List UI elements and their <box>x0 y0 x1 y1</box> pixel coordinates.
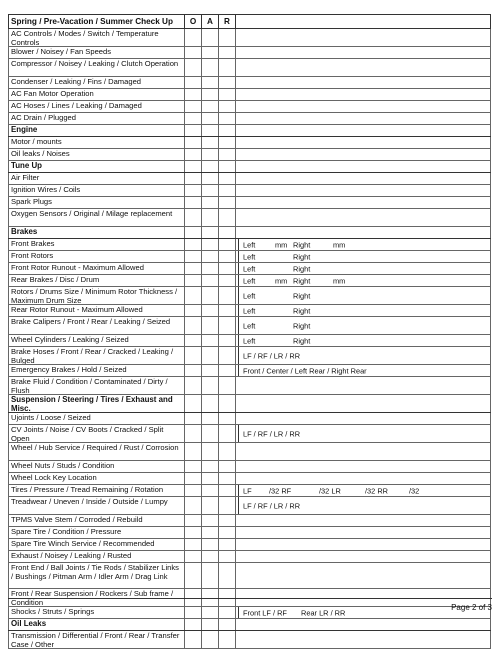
notes-cell[interactable] <box>235 287 491 304</box>
notes-cell[interactable] <box>235 275 491 286</box>
notes-cell[interactable] <box>235 563 491 588</box>
note-rr: /32 RR <box>365 486 389 495</box>
note-right: Right <box>293 240 311 249</box>
table-row <box>8 607 491 619</box>
check-cell-r[interactable] <box>218 47 235 58</box>
notes-cell[interactable] <box>235 305 491 316</box>
check-cell-a[interactable] <box>201 461 218 472</box>
table-row <box>8 113 491 125</box>
check-cell-r[interactable] <box>218 239 235 250</box>
notes-cell[interactable] <box>235 137 491 148</box>
check-cell-o[interactable] <box>184 137 201 148</box>
notes-cell[interactable] <box>235 515 491 526</box>
check-cell-a[interactable] <box>201 113 218 124</box>
check-cell-r[interactable] <box>218 607 235 618</box>
table-row <box>8 185 491 197</box>
check-cell-a[interactable] <box>201 497 218 514</box>
check-cell-r[interactable] <box>218 275 235 286</box>
note-rf: /32 RF <box>269 486 292 495</box>
notes-cell[interactable] <box>235 365 491 376</box>
check-cell-r[interactable] <box>218 137 235 148</box>
table-header <box>8 14 491 29</box>
notes-cell[interactable] <box>235 425 491 442</box>
check-cell-o[interactable] <box>184 497 201 514</box>
check-cell-o[interactable] <box>184 239 201 250</box>
item-label: Front / Rear Suspension / Rockers / Sub frame / Condition <box>8 589 184 606</box>
check-cell-r[interactable] <box>218 563 235 588</box>
header-col-r: R <box>218 15 235 28</box>
check-cell-r[interactable] <box>218 365 235 376</box>
notes-cell[interactable] <box>235 47 491 58</box>
note-emergency-positions: Front / Center / Left Rear / Right Rear <box>243 366 367 375</box>
check-cell-a[interactable] <box>201 125 218 136</box>
notes-cell[interactable] <box>235 197 491 208</box>
table-row <box>8 173 491 185</box>
table-row <box>8 275 491 287</box>
notes-cell[interactable] <box>235 251 491 262</box>
check-cell-o[interactable] <box>184 77 201 88</box>
item-label: Compressor / Noisey / Leaking / Clutch Operation <box>8 59 184 76</box>
check-cell-o[interactable] <box>184 377 201 394</box>
item-label: Brake Hoses / Front / Rear / Cracked / Leaking / Bulged <box>8 347 184 364</box>
check-cell-r[interactable] <box>218 185 235 196</box>
check-cell-a[interactable] <box>201 377 218 394</box>
check-cell-o[interactable] <box>184 305 201 316</box>
check-cell-r[interactable] <box>218 113 235 124</box>
item-label: Front End / Ball Joints / Tie Rods / Stabilizer Links / Bushings / Pitman Arm / Idler Arm / Drag Link <box>8 563 184 588</box>
notes-cell[interactable] <box>235 473 491 484</box>
notes-cell[interactable] <box>235 317 491 334</box>
item-label: AC Drain / Plugged <box>8 113 184 124</box>
table-row <box>8 149 491 161</box>
table-row <box>8 377 491 395</box>
table-row <box>8 263 491 275</box>
note-left: Left <box>243 291 256 300</box>
check-cell-o[interactable] <box>184 185 201 196</box>
check-cell-o[interactable] <box>184 461 201 472</box>
item-label: Air Filter <box>8 173 184 184</box>
notes-cell[interactable] <box>235 539 491 550</box>
check-cell-a[interactable] <box>201 251 218 262</box>
check-cell-o[interactable] <box>184 563 201 588</box>
check-cell-o[interactable] <box>184 631 201 648</box>
note-positions: LF / RF / LR / RR <box>243 429 301 438</box>
check-cell-o[interactable] <box>184 485 201 496</box>
check-cell-o[interactable] <box>184 227 201 238</box>
item-label: Oxygen Sensors / Original / Milage replacement <box>8 209 184 226</box>
check-cell-a[interactable] <box>201 395 218 412</box>
note-right: Right <box>293 291 311 300</box>
notes-cell[interactable] <box>235 551 491 562</box>
check-cell-a[interactable] <box>201 607 218 618</box>
section-label: Suspension / Steering / Tires / Exhaust and Misc. <box>8 395 184 412</box>
item-label: Rear Brakes / Disc / Drum <box>8 275 184 286</box>
notes-cell[interactable] <box>235 77 491 88</box>
note-right: Right <box>293 336 311 345</box>
note-right: Right <box>293 321 311 330</box>
check-cell-a[interactable] <box>201 365 218 376</box>
check-cell-o[interactable] <box>184 251 201 262</box>
item-label: Treadwear / Uneven / Inside / Outside / Lumpy <box>8 497 184 514</box>
check-cell-o[interactable] <box>184 473 201 484</box>
check-cell-r[interactable] <box>218 77 235 88</box>
check-cell-o[interactable] <box>184 527 201 538</box>
check-cell-o[interactable] <box>184 113 201 124</box>
section-row <box>8 125 491 137</box>
note-left: Left <box>243 264 256 273</box>
check-cell-o[interactable] <box>184 347 201 364</box>
check-cell-o[interactable] <box>184 413 201 424</box>
item-label: Spare Tire / Condition / Pressure <box>8 527 184 538</box>
check-cell-o[interactable] <box>184 443 201 460</box>
section-label: Brakes <box>8 227 184 238</box>
check-cell-r[interactable] <box>218 473 235 484</box>
note-left: Left <box>243 336 256 345</box>
check-cell-a[interactable] <box>201 563 218 588</box>
check-cell-r[interactable] <box>218 305 235 316</box>
footer-divider <box>8 598 492 599</box>
table-row <box>8 137 491 149</box>
header-notes <box>235 15 491 28</box>
page-number: Page 2 of 3 <box>451 603 492 612</box>
note-mm: mm <box>333 240 346 249</box>
header-col-a: A <box>201 15 218 28</box>
checkup-sheet <box>8 14 491 649</box>
check-cell-o[interactable] <box>184 287 201 304</box>
notes-cell[interactable] <box>235 89 491 100</box>
check-cell-a[interactable] <box>201 185 218 196</box>
table-row <box>8 239 491 251</box>
notes-cell[interactable] <box>235 101 491 112</box>
item-label: AC Hoses / Lines / Leaking / Damaged <box>8 101 184 112</box>
section-row <box>8 619 491 631</box>
check-cell-r[interactable] <box>218 443 235 460</box>
item-label: Front Brakes <box>8 239 184 250</box>
table-row <box>8 59 491 77</box>
table-row <box>8 413 491 425</box>
note-lr: /32 LR <box>319 486 341 495</box>
section-label: Oil Leaks <box>8 619 184 630</box>
item-label: Transmission / Differential / Front / Rear / Transfer Case / Other <box>8 631 184 648</box>
check-cell-a[interactable] <box>201 227 218 238</box>
check-cell-r[interactable] <box>218 515 235 526</box>
check-cell-r[interactable] <box>218 619 235 630</box>
check-cell-o[interactable] <box>184 125 201 136</box>
table-row <box>8 425 491 443</box>
notes-cell[interactable] <box>235 395 491 412</box>
check-cell-r[interactable] <box>218 89 235 100</box>
item-label: Motor / mounts <box>8 137 184 148</box>
check-cell-o[interactable] <box>184 149 201 160</box>
item-label: Ujoints / Loose / Seized <box>8 413 184 424</box>
check-cell-a[interactable] <box>201 515 218 526</box>
check-cell-a[interactable] <box>201 287 218 304</box>
check-cell-o[interactable] <box>184 29 201 46</box>
check-cell-r[interactable] <box>218 317 235 334</box>
check-cell-a[interactable] <box>201 101 218 112</box>
table-row <box>8 631 491 649</box>
table-row <box>8 347 491 365</box>
item-label: Rotors / Drums Size / Minimum Rotor Thickness / Maximum Drum Size <box>8 287 184 304</box>
check-cell-o[interactable] <box>184 59 201 76</box>
check-cell-r[interactable] <box>218 551 235 562</box>
note-left: Left <box>243 306 256 315</box>
check-cell-r[interactable] <box>218 209 235 226</box>
check-cell-a[interactable] <box>201 263 218 274</box>
check-cell-o[interactable] <box>184 275 201 286</box>
note-front: Front LF / RF <box>243 608 287 617</box>
item-label: Wheel Cylinders / Leaking / Seized <box>8 335 184 346</box>
notes-cell[interactable] <box>235 497 491 514</box>
item-label: Exhaust / Noisey / Leaking / Rusted <box>8 551 184 562</box>
notes-cell[interactable] <box>235 149 491 160</box>
check-cell-a[interactable] <box>201 137 218 148</box>
check-cell-r[interactable] <box>218 173 235 184</box>
check-cell-a[interactable] <box>201 161 218 172</box>
section-row <box>8 395 491 413</box>
check-cell-r[interactable] <box>218 539 235 550</box>
notes-cell[interactable] <box>235 185 491 196</box>
check-cell-o[interactable] <box>184 551 201 562</box>
check-cell-a[interactable] <box>201 539 218 550</box>
note-positions: LF / RF / LR / RR <box>243 501 301 510</box>
notes-cell[interactable] <box>235 161 491 172</box>
check-cell-a[interactable] <box>201 89 218 100</box>
check-cell-a[interactable] <box>201 77 218 88</box>
table-row <box>8 77 491 89</box>
table-row <box>8 197 491 209</box>
notes-cell[interactable] <box>235 443 491 460</box>
item-label: Wheel Lock Key Location <box>8 473 184 484</box>
check-cell-r[interactable] <box>218 161 235 172</box>
check-cell-r[interactable] <box>218 631 235 648</box>
notes-cell[interactable] <box>235 227 491 238</box>
check-cell-r[interactable] <box>218 395 235 412</box>
check-cell-a[interactable] <box>201 149 218 160</box>
item-label: Spark Plugs <box>8 197 184 208</box>
note-right: Right <box>293 252 311 261</box>
check-cell-a[interactable] <box>201 425 218 442</box>
table-row <box>8 47 491 59</box>
check-cell-r[interactable] <box>218 287 235 304</box>
check-cell-r[interactable] <box>218 335 235 346</box>
note-lf: LF <box>243 486 252 495</box>
check-cell-r[interactable] <box>218 461 235 472</box>
check-cell-a[interactable] <box>201 631 218 648</box>
header-col-o: O <box>184 15 201 28</box>
check-cell-a[interactable] <box>201 551 218 562</box>
item-label: Blower / Noisey / Fan Speeds <box>8 47 184 58</box>
table-row <box>8 551 491 563</box>
note-rear: Rear LR / RR <box>301 608 346 617</box>
check-cell-a[interactable] <box>201 197 218 208</box>
table-row <box>8 461 491 473</box>
item-label: CV Joints / Noise / CV Boots / Cracked / Split Open <box>8 425 184 442</box>
note-left: Left <box>243 240 256 249</box>
notes-cell[interactable] <box>235 239 491 250</box>
check-cell-a[interactable] <box>201 47 218 58</box>
check-cell-o[interactable] <box>184 101 201 112</box>
item-label: Front Rotors <box>8 251 184 262</box>
check-cell-a[interactable] <box>201 527 218 538</box>
notes-cell[interactable] <box>235 209 491 226</box>
table-row <box>8 305 491 317</box>
item-label: AC Fan Motor Operation <box>8 89 184 100</box>
item-label: Rear Rotor Runout - Maximum Allowed <box>8 305 184 316</box>
check-cell-o[interactable] <box>184 425 201 442</box>
check-cell-r[interactable] <box>218 527 235 538</box>
table-row <box>8 539 491 551</box>
check-cell-o[interactable] <box>184 89 201 100</box>
check-cell-r[interactable] <box>218 59 235 76</box>
notes-cell[interactable] <box>235 461 491 472</box>
check-cell-a[interactable] <box>201 275 218 286</box>
table-row <box>8 209 491 227</box>
note-mm: mm <box>333 276 346 285</box>
check-cell-r[interactable] <box>218 227 235 238</box>
check-cell-r[interactable] <box>218 425 235 442</box>
item-label: Wheel / Hub Service / Required / Rust / Corrosion <box>8 443 184 460</box>
table-row <box>8 287 491 305</box>
table-row <box>8 527 491 539</box>
table-row <box>8 29 491 47</box>
table-row <box>8 485 491 497</box>
notes-cell[interactable] <box>235 631 491 648</box>
check-cell-a[interactable] <box>201 443 218 460</box>
notes-cell[interactable] <box>235 377 491 394</box>
check-cell-o[interactable] <box>184 365 201 376</box>
check-cell-r[interactable] <box>218 125 235 136</box>
table-row <box>8 317 491 335</box>
check-cell-o[interactable] <box>184 335 201 346</box>
notes-cell[interactable] <box>235 619 491 630</box>
check-cell-o[interactable] <box>184 197 201 208</box>
item-label: Shocks / Struts / Springs <box>8 607 184 618</box>
check-cell-a[interactable] <box>201 473 218 484</box>
check-cell-r[interactable] <box>218 251 235 262</box>
check-cell-r[interactable] <box>218 485 235 496</box>
table-row <box>8 89 491 101</box>
section-label: Tune Up <box>8 161 184 172</box>
item-label: AC Controls / Modes / Switch / Temperature Controls <box>8 29 184 46</box>
check-cell-o[interactable] <box>184 539 201 550</box>
check-cell-o[interactable] <box>184 173 201 184</box>
item-label: Brake Fluid / Condition / Contaminated / Dirty / Flush <box>8 377 184 394</box>
check-cell-a[interactable] <box>201 29 218 46</box>
check-cell-a[interactable] <box>201 317 218 334</box>
notes-cell[interactable] <box>235 263 491 274</box>
note-left: Left <box>243 321 256 330</box>
check-cell-r[interactable] <box>218 497 235 514</box>
table-row <box>8 101 491 113</box>
check-cell-r[interactable] <box>218 149 235 160</box>
check-cell-a[interactable] <box>201 305 218 316</box>
check-cell-o[interactable] <box>184 395 201 412</box>
section-row <box>8 227 491 239</box>
check-cell-r[interactable] <box>218 263 235 274</box>
note-32: /32 <box>409 486 420 495</box>
check-cell-a[interactable] <box>201 413 218 424</box>
notes-cell[interactable] <box>235 347 491 364</box>
note-mm: mm <box>275 276 288 285</box>
note-mm: mm <box>275 240 288 249</box>
notes-cell[interactable] <box>235 173 491 184</box>
check-cell-a[interactable] <box>201 209 218 226</box>
notes-cell[interactable] <box>235 335 491 346</box>
notes-cell[interactable] <box>235 485 491 496</box>
note-right: Right <box>293 276 311 285</box>
table-row <box>8 251 491 263</box>
check-cell-o[interactable] <box>184 161 201 172</box>
item-label: TPMS Valve Stem / Corroded / Rebuild <box>8 515 184 526</box>
check-cell-r[interactable] <box>218 347 235 364</box>
item-label: Oil leaks / Noises <box>8 149 184 160</box>
item-label: Front Rotor Runout - Maximum Allowed <box>8 263 184 274</box>
check-cell-r[interactable] <box>218 101 235 112</box>
item-label: Spare Tire Winch Service / Recommended <box>8 539 184 550</box>
table-row <box>8 335 491 347</box>
check-cell-r[interactable] <box>218 377 235 394</box>
item-label: Ignition Wires / Coils <box>8 185 184 196</box>
table-row <box>8 365 491 377</box>
table-row <box>8 473 491 485</box>
table-row <box>8 515 491 527</box>
check-cell-a[interactable] <box>201 59 218 76</box>
item-label: Brake Calipers / Front / Rear / Leaking / Seized <box>8 317 184 334</box>
item-label: Wheel Nuts / Studs / Condition <box>8 461 184 472</box>
item-label: Condenser / Leaking / Fins / Damaged <box>8 77 184 88</box>
note-left: Left <box>243 276 256 285</box>
check-cell-o[interactable] <box>184 317 201 334</box>
notes-cell[interactable] <box>235 113 491 124</box>
notes-cell[interactable] <box>235 59 491 76</box>
table-row <box>8 443 491 461</box>
checkup-rows <box>8 29 491 649</box>
notes-cell[interactable] <box>235 527 491 538</box>
check-cell-o[interactable] <box>184 263 201 274</box>
check-cell-o[interactable] <box>184 607 201 618</box>
notes-cell[interactable] <box>235 413 491 424</box>
check-cell-r[interactable] <box>218 413 235 424</box>
check-cell-a[interactable] <box>201 619 218 630</box>
check-cell-a[interactable] <box>201 239 218 250</box>
check-cell-r[interactable] <box>218 29 235 46</box>
check-cell-a[interactable] <box>201 485 218 496</box>
section-row <box>8 161 491 173</box>
check-cell-r[interactable] <box>218 197 235 208</box>
section-label: Engine <box>8 125 184 136</box>
notes-cell[interactable] <box>235 125 491 136</box>
note-right: Right <box>293 264 311 273</box>
item-label: Emergency Brakes / Hold / Seized <box>8 365 184 376</box>
notes-cell[interactable] <box>235 29 491 46</box>
check-cell-a[interactable] <box>201 335 218 346</box>
note-right: Right <box>293 306 311 315</box>
check-cell-o[interactable] <box>184 47 201 58</box>
item-label: Tires / Pressure / Tread Remaining / Rotation <box>8 485 184 496</box>
note-left: Left <box>243 252 256 261</box>
note-positions: LF / RF / LR / RR <box>243 351 301 360</box>
check-cell-o[interactable] <box>184 515 201 526</box>
check-cell-o[interactable] <box>184 619 201 630</box>
check-cell-a[interactable] <box>201 173 218 184</box>
table-row <box>8 497 491 515</box>
check-cell-o[interactable] <box>184 209 201 226</box>
header-title: Spring / Pre-Vacation / Summer Check Up <box>8 15 184 28</box>
check-cell-a[interactable] <box>201 347 218 364</box>
table-row <box>8 563 491 589</box>
